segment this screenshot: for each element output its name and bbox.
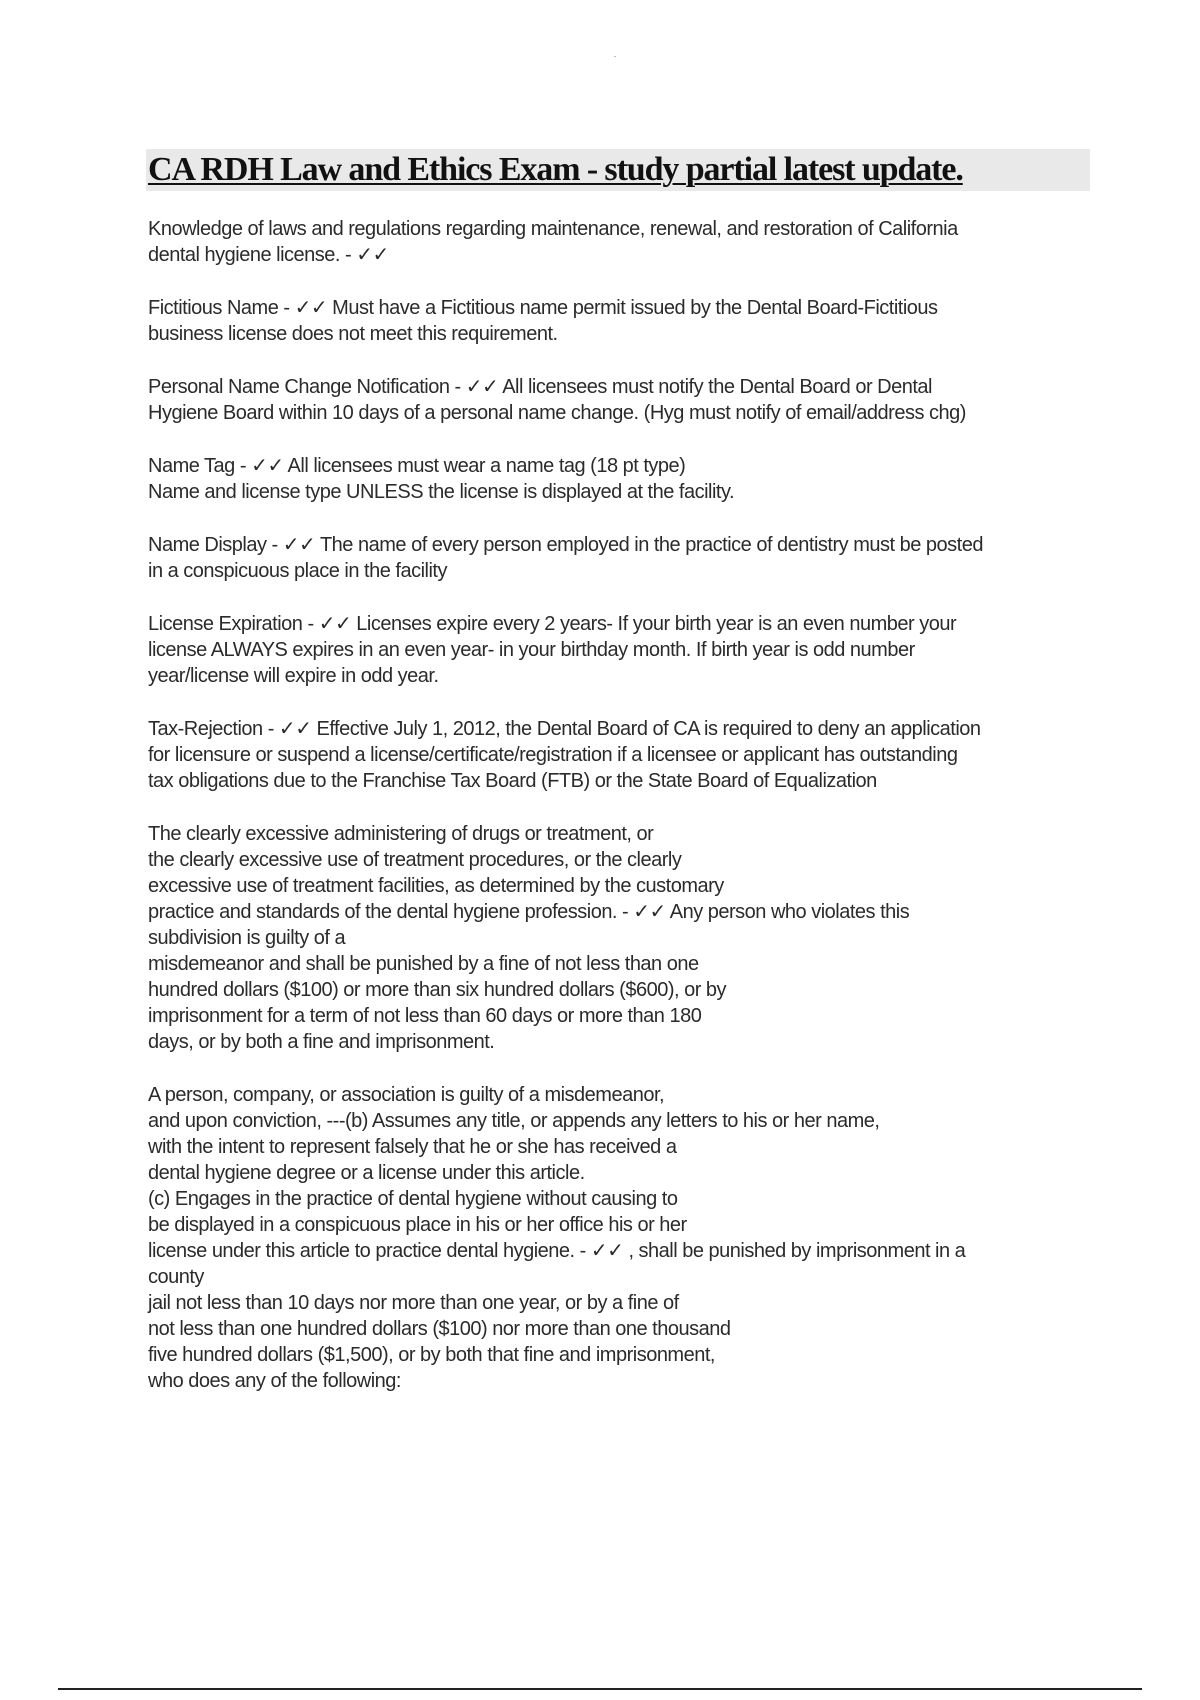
study-entry xyxy=(148,532,1098,584)
entry-line: license ALWAYS expires in an even year- in your birthday month. If birth year is odd number xyxy=(148,639,915,661)
study-entry xyxy=(148,453,1098,505)
entry-line: jail not less than 10 days nor more than one year, or by a fine of xyxy=(148,1292,679,1314)
study-entry xyxy=(148,295,1098,347)
entry-line: five hundred dollars ($1,500), or by both that fine and imprisonment, xyxy=(148,1344,715,1366)
bottom-rule xyxy=(58,1688,1142,1690)
study-entry xyxy=(148,216,1098,268)
study-entry xyxy=(148,821,1098,1055)
document-body xyxy=(148,216,1098,1421)
entry-line: and upon conviction, ---(b) Assumes any title, or appends any letters to his or her name, xyxy=(148,1110,880,1132)
entry-line: not less than one hundred dollars ($100) nor more than one thousand xyxy=(148,1318,731,1340)
entry-line: tax obligations due to the Franchise Tax Board (FTB) or the State Board of Equalization xyxy=(148,770,877,792)
entry-line: days, or by both a fine and imprisonment. xyxy=(148,1031,495,1053)
entry-line: excessive use of treatment facilities, as determined by the customary xyxy=(148,875,724,897)
entry-line: Name and license type UNLESS the license is displayed at the facility. xyxy=(148,481,735,503)
study-entry xyxy=(148,716,1098,794)
entry-line: county xyxy=(148,1266,204,1288)
entry-line: business license does not meet this requirement. xyxy=(148,323,558,345)
entry-line: Name Display - ✓✓ The name of every person employed in the practice of dentistry must be posted xyxy=(148,534,983,556)
entry-line: practice and standards of the dental hygiene profession. - ✓✓ Any person who violates this xyxy=(148,901,910,923)
entry-line: dental hygiene license. - ✓✓ xyxy=(148,244,389,266)
entry-line: subdivision is guilty of a xyxy=(148,927,346,949)
scan-artifact-dot xyxy=(614,56,616,57)
entry-line: in a conspicuous place in the facility xyxy=(148,560,447,582)
document-title: CA RDH Law and Ethics Exam - study partial latest update. xyxy=(148,151,963,188)
entry-line: who does any of the following: xyxy=(148,1370,401,1392)
entry-line: License Expiration - ✓✓ Licenses expire every 2 years- If your birth year is an even number your xyxy=(148,613,957,635)
entry-line: A person, company, or association is guilty of a misdemeanor, xyxy=(148,1084,665,1106)
entry-line: dental hygiene degree or a license under this article. xyxy=(148,1162,585,1184)
entry-line: Tax-Rejection - ✓✓ Effective July 1, 2012, the Dental Board of CA is required to deny an application xyxy=(148,718,981,740)
entry-line: the clearly excessive use of treatment procedures, or the clearly xyxy=(148,849,682,871)
entry-line: for licensure or suspend a license/certificate/registration if a licensee or applicant has outstanding xyxy=(148,744,958,766)
entry-line: license under this article to practice dental hygiene. - ✓✓ , shall be punished by imprisonment in a xyxy=(148,1240,966,1262)
entry-line: (c) Engages in the practice of dental hygiene without causing to xyxy=(148,1188,678,1210)
study-entry xyxy=(148,374,1098,426)
entry-line: year/license will expire in odd year. xyxy=(148,665,439,687)
entry-line: hundred dollars ($100) or more than six hundred dollars ($600), or by xyxy=(148,979,727,1001)
entry-line: be displayed in a conspicuous place in his or her office his or her xyxy=(148,1214,687,1236)
entry-line: Fictitious Name - ✓✓ Must have a Fictitious name permit issued by the Dental Board-Fictitious xyxy=(148,297,938,319)
study-entry xyxy=(148,611,1098,689)
entry-line: Hygiene Board within 10 days of a personal name change. (Hyg must notify of email/address chg) xyxy=(148,402,966,424)
entry-line: Knowledge of laws and regulations regarding maintenance, renewal, and restoration of California xyxy=(148,218,958,240)
entry-line: with the intent to represent falsely that he or she has received a xyxy=(148,1136,677,1158)
entry-line: Name Tag - ✓✓ All licensees must wear a name tag (18 pt type) xyxy=(148,455,686,477)
entry-line: The clearly excessive administering of drugs or treatment, or xyxy=(148,823,654,845)
entry-line: imprisonment for a term of not less than 60 days or more than 180 xyxy=(148,1005,702,1027)
study-entry xyxy=(148,1082,1098,1394)
entry-line: misdemeanor and shall be punished by a fine of not less than one xyxy=(148,953,699,975)
entry-line: Personal Name Change Notification - ✓✓ All licensees must notify the Dental Board or Dental xyxy=(148,376,932,398)
